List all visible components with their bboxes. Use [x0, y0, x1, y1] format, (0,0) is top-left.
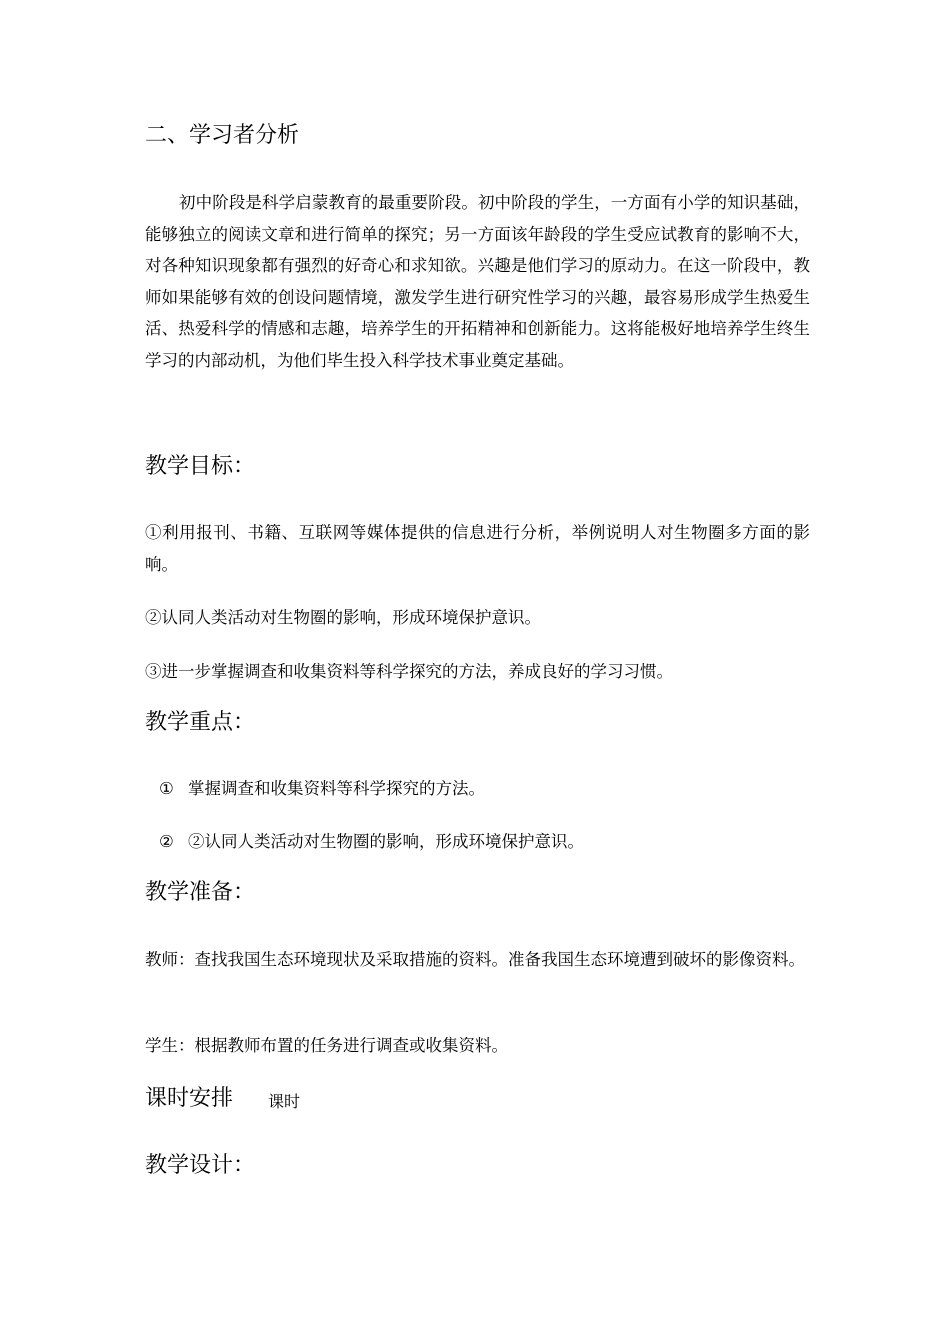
objective-item-2: ②认同人类活动对生物圈的影响，形成环境保护意识。 [145, 608, 541, 627]
key-point-marker-2: ② [159, 832, 174, 851]
key-point-item-2: ②认同人类活动对生物圈的影响，形成环境保护意识。 [188, 832, 584, 851]
key-point-marker-1: ① [159, 779, 174, 798]
key-point-item-1: 掌握调查和收集资料等科学探究的方法。 [188, 779, 485, 798]
objective-item-1: ①利用报刊、书籍、互联网等媒体提供的信息进行分析，举例说明人对生物圈多方面的影响。 [145, 523, 810, 574]
objective-item-3: ③进一步掌握调查和收集资料等科学探究的方法，养成良好的学习习惯。 [145, 662, 673, 681]
preparation-heading: 教学准备： [145, 880, 256, 905]
objectives-heading: 教学目标： [145, 454, 256, 479]
schedule-heading: 课时安排 [145, 1086, 234, 1111]
schedule-value: 课时 [268, 1092, 301, 1111]
preparation-student: 学生：根据教师布置的任务进行调查或收集资料。 [145, 1036, 508, 1055]
learner-analysis-paragraph: 初中阶段是科学启蒙教育的最重要阶段。初中阶段的学生，一方面有小学的知识基础，能够独立的阅读文章和进行简单的探究；另一方面该年龄段的学生受应试教育的影响不大，对各种知识现象都有强烈的好奇心和求知欲。兴趣是他们学习的原动力。在这一阶段中，教师如果能够有效的创设问题情境，激发学生进行研究性学习的兴趣，最容易形成学生热爱生活、热爱科学的情感和志趣，培养学生的开拓精神和创新能力。这将能极好地培养学生终生学习的内部动机，为他们毕生投入科学技术事业奠定基础。 [145, 193, 810, 370]
design-heading: 教学设计： [145, 1153, 256, 1178]
preparation-teacher: 教师：查找我国生态环境现状及采取措施的资料。准备我国生态环境遭到破坏的影像资料。 [145, 950, 805, 969]
key-points-heading: 教学重点： [145, 710, 256, 735]
learner-analysis-heading: 二、学习者分析 [145, 123, 300, 148]
